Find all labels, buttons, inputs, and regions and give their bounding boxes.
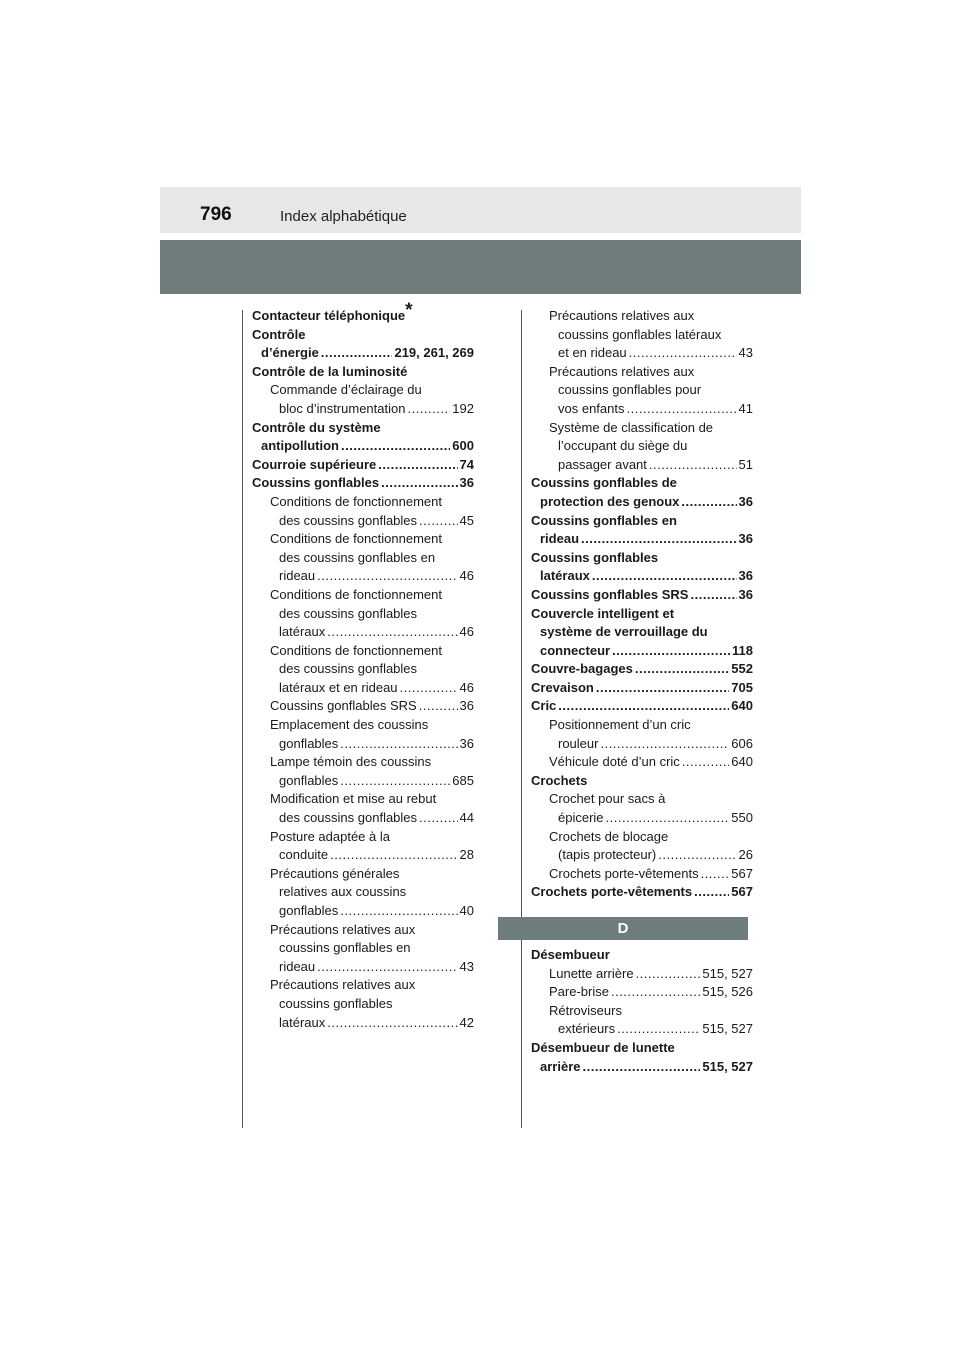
index-subentry (252, 586, 474, 605)
page-reference: 36 (738, 493, 753, 509)
entry-text: connecteur (540, 642, 611, 658)
page-reference: 515, 527 (702, 1021, 753, 1037)
index-subentry (252, 772, 474, 791)
entry-text: des coussins gonflables (279, 810, 418, 826)
index-subentry (252, 381, 474, 400)
page-reference: 552 (731, 661, 753, 677)
index-entry (252, 474, 474, 493)
entry-text: coussins gonflables latéraux (558, 326, 722, 342)
index-entry (531, 642, 753, 661)
page-reference: 192 (452, 400, 474, 416)
page-reference: 36 (459, 475, 474, 491)
dot-leader (317, 958, 457, 977)
entry-text: Coussins gonflables (252, 475, 380, 491)
entry-text: Pare-brise (549, 984, 609, 1000)
entry-text: Courroie supérieure (252, 456, 377, 472)
entry-text: Positionnement d’un cric (549, 717, 691, 733)
entry-text: Contrôle de la luminosité (252, 363, 408, 379)
entry-text: relatives aux coussins (279, 884, 407, 900)
entry-text: épicerie (558, 810, 604, 826)
page-reference: 550 (731, 810, 753, 826)
dot-leader (592, 567, 737, 586)
page-reference: 46 (459, 679, 474, 695)
entry-text: Crochets (531, 772, 588, 788)
entry-text: gonflables (279, 735, 339, 751)
index-entry (252, 437, 474, 456)
entry-text: système de verrouillage du (540, 624, 708, 640)
entry-text: latéraux (279, 624, 326, 640)
entry-text: protection des genoux (540, 493, 680, 509)
index-subentry (531, 1020, 753, 1039)
index-subentry (252, 883, 474, 902)
footnote-star: * (405, 300, 413, 321)
entry-text: Lunette arrière (549, 965, 634, 981)
index-subentry (531, 307, 753, 326)
index-entry (531, 679, 753, 698)
index-subentry (252, 939, 474, 958)
dot-leader (327, 1014, 457, 1033)
index-subentry (252, 697, 474, 716)
index-subentry (252, 809, 474, 828)
index-entry (531, 549, 753, 568)
entry-text: Modification et mise au rebut (270, 791, 437, 807)
page-reference: 36 (459, 735, 474, 751)
page-reference: 515, 527 (702, 965, 753, 981)
index-entry (531, 883, 753, 902)
index-subentry (531, 344, 753, 363)
index-subentry (531, 456, 753, 475)
entry-text: Cric (531, 698, 557, 714)
index-subentry (252, 567, 474, 586)
index-entry (531, 1039, 753, 1058)
entry-text: Conditions de fonctionnement (270, 642, 443, 658)
column-divider-middle (521, 310, 522, 1128)
index-subentry (252, 493, 474, 512)
dot-leader (658, 846, 736, 865)
index-entry (531, 946, 753, 965)
index-subentry (531, 400, 753, 419)
dot-leader (327, 623, 457, 642)
index-subentry (252, 958, 474, 977)
entry-text: Contrôle du système (252, 419, 381, 435)
index-entry (531, 623, 753, 642)
dot-leader (629, 344, 737, 363)
dot-leader (330, 846, 457, 865)
page-reference: 567 (731, 884, 753, 900)
dot-leader (701, 865, 730, 884)
index-entry (531, 605, 753, 624)
page-reference: 46 (459, 624, 474, 640)
index-entry (531, 493, 753, 512)
entry-text: Système de classification de (549, 419, 714, 435)
entry-text: passager avant (558, 456, 647, 472)
index-entry (252, 456, 474, 475)
index-entry (252, 300, 474, 326)
entry-text: Contrôle (252, 326, 306, 342)
page-number: 796 (200, 204, 232, 225)
dot-leader (612, 642, 730, 661)
dot-leader (321, 344, 393, 363)
dot-leader (419, 697, 458, 716)
entry-text: bloc d’instrumentation (279, 400, 406, 416)
entry-text: latéraux (540, 568, 590, 584)
page-reference: 685 (452, 772, 474, 788)
entry-text: Crochets porte-vêtements (531, 884, 693, 900)
dot-leader (627, 400, 737, 419)
page-reference: 26 (738, 847, 753, 863)
dot-leader (690, 586, 736, 605)
index-subentry (531, 846, 753, 865)
page-reference: 36 (459, 698, 474, 714)
page-reference: 606 (731, 735, 753, 751)
index-subentry (252, 716, 474, 735)
entry-text: Couvercle intelligent et (531, 605, 675, 621)
index-subentry (252, 865, 474, 884)
index-subentry (252, 549, 474, 568)
index-entry (252, 326, 474, 345)
dot-leader (649, 456, 737, 475)
entry-text: Crochet pour sacs à (549, 791, 666, 807)
entry-text: Coussins gonflables (531, 549, 659, 565)
dot-leader (341, 437, 450, 456)
index-subentry (252, 828, 474, 847)
page-reference: 705 (731, 679, 753, 695)
page-reference: 42 (459, 1014, 474, 1030)
entry-text: Contacteur téléphonique (252, 308, 406, 323)
dot-leader (317, 567, 457, 586)
index-entry (252, 363, 474, 382)
index-subentry (252, 921, 474, 940)
dot-leader (340, 772, 450, 791)
page-reference: 46 (459, 568, 474, 584)
index-subentry (531, 419, 753, 438)
page-reference: 36 (738, 568, 753, 584)
page-reference: 45 (459, 512, 474, 528)
dot-leader (419, 512, 458, 531)
index-subentry (531, 1002, 753, 1021)
page-reference: 515, 527 (702, 1058, 753, 1074)
dot-leader (681, 493, 736, 512)
entry-text: gonflables (279, 903, 339, 918)
entry-text: Coussins gonflables de (531, 475, 677, 491)
dot-leader (694, 883, 729, 902)
dot-leader (378, 456, 457, 475)
entry-text: Crochets porte-vêtements (549, 865, 699, 881)
page-reference: 44 (459, 810, 474, 826)
index-subentry (531, 326, 753, 345)
index-subentry (252, 846, 474, 865)
index-entry (531, 772, 753, 791)
page-reference: 515, 526 (702, 984, 753, 1000)
entry-text: Couvre-bagages (531, 661, 633, 677)
index-subentry (252, 642, 474, 661)
page-reference: 43 (459, 958, 474, 974)
entry-text: Conditions de fonctionnement (270, 531, 443, 547)
entry-text: Emplacement des coussins (270, 717, 429, 733)
index-subentry (252, 753, 474, 772)
entry-text: Rétroviseurs (549, 1002, 622, 1018)
entry-text: conduite (279, 847, 329, 863)
index-subentry (252, 605, 474, 624)
entry-text: Désembueur de lunette (531, 1039, 675, 1055)
entry-text: gonflables (279, 772, 339, 788)
index-entry (531, 512, 753, 531)
page-reference: 40 (459, 903, 474, 918)
entry-text: rouleur (558, 735, 599, 751)
page-reference: 219, 261, 269 (394, 345, 474, 361)
dot-leader (581, 530, 737, 549)
index-subentry (531, 828, 753, 847)
entry-text: Coussins gonflables en (531, 512, 677, 528)
page-reference: 640 (731, 754, 753, 770)
page-reference: 43 (738, 345, 753, 361)
dot-leader (419, 809, 458, 828)
index-subentry (252, 679, 474, 698)
dot-leader (340, 902, 457, 921)
index-subentry (252, 623, 474, 642)
index-entry (531, 474, 753, 493)
entry-text: antipollution (261, 438, 339, 454)
entry-text: d’énergie (261, 345, 319, 361)
index-subentry (252, 976, 474, 995)
dot-leader (582, 1058, 700, 1077)
entry-text: rideau (279, 568, 316, 584)
entry-text: arrière (540, 1058, 581, 1074)
index-subentry (252, 660, 474, 679)
dot-leader (606, 809, 730, 828)
section-banner (160, 240, 801, 294)
page-reference: 41 (738, 400, 753, 416)
dot-leader (596, 679, 729, 698)
index-subentry (252, 512, 474, 531)
entry-text: Précautions relatives aux (549, 363, 695, 379)
index-subentry (252, 790, 474, 809)
entry-text: Commande d’éclairage du (270, 382, 422, 398)
index-entry (531, 530, 753, 549)
page-reference: 36 (738, 531, 753, 547)
column-divider-left (242, 310, 243, 1128)
entry-text: Précautions relatives aux (549, 308, 695, 323)
dot-leader (407, 400, 450, 419)
entry-text: Précautions relatives aux (270, 977, 416, 993)
section-letter-band: D (498, 917, 748, 940)
entry-text: rideau (279, 958, 316, 974)
index-subentry (531, 381, 753, 400)
entry-text: extérieurs (558, 1021, 616, 1037)
index-subentry (531, 437, 753, 456)
index-subentry (531, 790, 753, 809)
page-reference: 118 (732, 642, 753, 658)
entry-text: des coussins gonflables (279, 605, 418, 621)
entry-text: Précautions relatives aux (270, 921, 416, 937)
entry-text: des coussins gonflables en (279, 549, 436, 565)
entry-text: Conditions de fonctionnement (270, 493, 443, 509)
index-subentry (531, 735, 753, 754)
index-entry (252, 419, 474, 438)
entry-text: Véhicule doté d’un cric (549, 754, 680, 770)
entry-text: des coussins gonflables (279, 512, 418, 528)
dot-leader (611, 983, 700, 1002)
index-subentry (531, 965, 753, 984)
index-subentry (531, 865, 753, 884)
index-entry (531, 567, 753, 586)
entry-text: Coussins gonflables SRS (531, 586, 689, 602)
index-subentry (252, 1014, 474, 1033)
index-entry (252, 344, 474, 363)
dot-leader (600, 735, 729, 754)
entry-text: Posture adaptée à la (270, 828, 390, 844)
page-reference: 36 (738, 586, 753, 602)
entry-text: des coussins gonflables (279, 661, 418, 677)
dot-leader (635, 660, 729, 679)
index-subentry (252, 902, 474, 921)
entry-text: Précautions générales (270, 865, 400, 881)
entry-text: (tapis protecteur) (558, 847, 657, 863)
page-reference: 640 (731, 698, 753, 714)
dot-leader (340, 735, 457, 754)
entry-text: Coussins gonflables SRS (270, 698, 417, 714)
index-entry (531, 660, 753, 679)
index-subentry (252, 530, 474, 549)
page-reference: 74 (459, 456, 474, 472)
dot-leader (617, 1020, 700, 1039)
entry-text: latéraux et en rideau (279, 679, 398, 695)
dot-leader (682, 753, 729, 772)
index-entry (531, 697, 753, 716)
entry-text: coussins gonflables (279, 995, 393, 1011)
entry-text: Lampe témoin des coussins (270, 754, 432, 770)
page-reference: 600 (452, 438, 474, 454)
entry-text: l’occupant du siège du (558, 438, 688, 454)
entry-text: et en rideau (558, 345, 627, 361)
dot-leader (400, 679, 458, 698)
entry-text: latéraux (279, 1014, 326, 1030)
index-subentry (252, 735, 474, 754)
dot-leader (381, 474, 457, 493)
dot-leader (558, 697, 729, 716)
entry-text: coussins gonflables pour (558, 382, 702, 398)
page-reference: 28 (459, 847, 474, 863)
entry-text: coussins gonflables en (279, 940, 411, 956)
entry-text: Désembueur (531, 947, 610, 962)
entry-text: Crevaison (531, 679, 594, 695)
entry-text: Conditions de fonctionnement (270, 586, 443, 602)
dot-leader (636, 965, 701, 984)
index-column-left (252, 300, 474, 1032)
entry-text: Crochets de blocage (549, 828, 669, 844)
entry-text: rideau (540, 531, 580, 547)
page-reference: 567 (731, 865, 753, 881)
index-subentry (252, 400, 474, 419)
page-title: Index alphabétique (280, 208, 407, 225)
index-subentry (252, 995, 474, 1014)
entry-text: vos enfants (558, 400, 625, 416)
index-subentry (531, 983, 753, 1002)
index-column-right (531, 307, 753, 1076)
header-band (160, 187, 801, 233)
page-reference: 51 (738, 456, 753, 472)
index-subentry (531, 809, 753, 828)
index-subentry (531, 716, 753, 735)
index-entry (531, 586, 753, 605)
index-entry (531, 1058, 753, 1077)
index-subentry (531, 363, 753, 382)
index-subentry (531, 753, 753, 772)
